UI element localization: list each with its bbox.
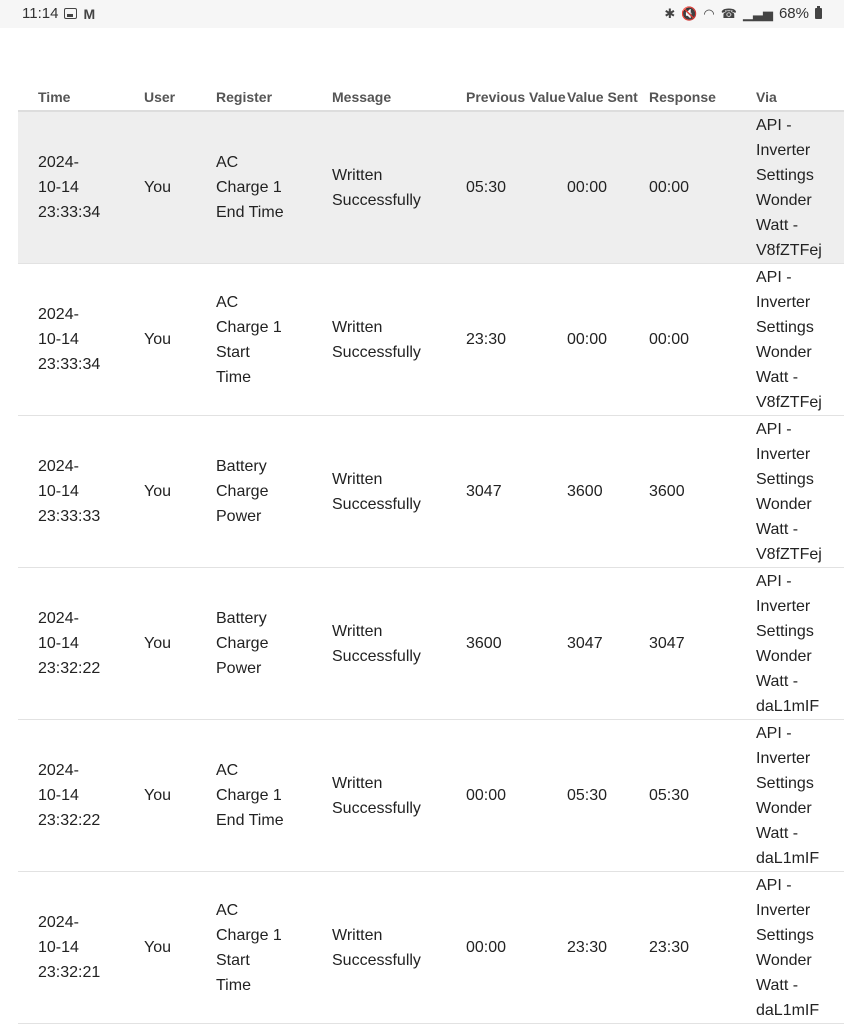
- table-row[interactable]: [18, 720, 844, 872]
- cell-via: API - Inverter Settings Wonder Watt - daL1mIF: [756, 568, 844, 720]
- cell-time: 2024- 10-14 23:32:22: [18, 568, 144, 720]
- wifi-call-icon: ☎: [720, 5, 737, 21]
- header-value-sent[interactable]: Value Sent: [567, 28, 649, 111]
- table-header-row: [18, 28, 844, 111]
- cell-response: 05:30: [649, 720, 756, 872]
- cell-previous-value: 23:30: [466, 264, 567, 416]
- table-row[interactable]: [18, 264, 844, 416]
- table-row[interactable]: [18, 568, 844, 720]
- cell-previous-value: 05:30: [466, 111, 567, 264]
- gmail-notification-icon: M: [83, 5, 96, 22]
- cell-value-sent: 23:30: [567, 872, 649, 1024]
- cell-register: Battery Charge Power: [216, 416, 332, 568]
- cell-response: 00:00: [649, 264, 756, 416]
- cell-user: You: [144, 264, 216, 416]
- cell-response: 23:30: [649, 872, 756, 1024]
- cell-message: Written Successfully: [332, 416, 466, 568]
- register-history-table: [18, 28, 844, 1024]
- cell-user: You: [144, 872, 216, 1024]
- cell-via: API - Inverter Settings Wonder Watt - V8fZTFej: [756, 264, 844, 416]
- cell-register: AC Charge 1 Start Time: [216, 872, 332, 1024]
- cell-value-sent: 00:00: [567, 264, 649, 416]
- cell-value-sent: 00:00: [567, 111, 649, 264]
- cell-message: Written Successfully: [332, 111, 466, 264]
- cell-user: You: [144, 416, 216, 568]
- cell-previous-value: 3047: [466, 416, 567, 568]
- table-row[interactable]: [18, 416, 844, 568]
- cell-user: You: [144, 720, 216, 872]
- cell-time: 2024- 10-14 23:33:33: [18, 416, 144, 568]
- cell-value-sent: 05:30: [567, 720, 649, 872]
- cell-via: API - Inverter Settings Wonder Watt - daL1mIF: [756, 872, 844, 1024]
- bluetooth-icon: ✱: [664, 5, 676, 21]
- header-time[interactable]: Time: [18, 28, 144, 111]
- header-user[interactable]: User: [144, 28, 216, 111]
- header-message[interactable]: Message: [332, 28, 466, 111]
- clock: 11:14: [22, 5, 59, 22]
- table-row[interactable]: [18, 111, 844, 264]
- header-via[interactable]: Via: [756, 28, 844, 111]
- cell-user: You: [144, 111, 216, 264]
- cell-register: Battery Charge Power: [216, 568, 332, 720]
- cell-time: 2024- 10-14 23:32:21: [18, 872, 144, 1024]
- cell-user: You: [144, 568, 216, 720]
- cell-value-sent: 3600: [567, 416, 649, 568]
- cell-via: API - Inverter Settings Wonder Watt - daL1mIF: [756, 720, 844, 872]
- cell-via: API - Inverter Settings Wonder Watt - V8fZTFej: [756, 111, 844, 264]
- cell-time: 2024- 10-14 23:33:34: [18, 111, 144, 264]
- cell-time: 2024- 10-14 23:33:34: [18, 264, 144, 416]
- cell-message: Written Successfully: [332, 720, 466, 872]
- cell-register: AC Charge 1 End Time: [216, 111, 332, 264]
- header-response[interactable]: Response: [649, 28, 756, 111]
- cell-register: AC Charge 1 End Time: [216, 720, 332, 872]
- battery-percent: 68%: [778, 5, 809, 22]
- gallery-notification-icon: [64, 8, 77, 19]
- wifi-icon: ◠: [703, 5, 715, 21]
- cell-message: Written Successfully: [332, 264, 466, 416]
- cell-message: Written Successfully: [332, 872, 466, 1024]
- cell-time: 2024- 10-14 23:32:22: [18, 720, 144, 872]
- header-previous-value[interactable]: Previous Value: [466, 28, 567, 111]
- battery-icon: [815, 8, 822, 19]
- cell-previous-value: 00:00: [466, 720, 567, 872]
- cell-response: 00:00: [649, 111, 756, 264]
- history-table-container[interactable]: [18, 28, 844, 1024]
- table-row[interactable]: [18, 872, 844, 1024]
- cell-previous-value: 00:00: [466, 872, 567, 1024]
- cell-response: 3600: [649, 416, 756, 568]
- cell-register: AC Charge 1 Start Time: [216, 264, 332, 416]
- header-register[interactable]: Register: [216, 28, 332, 111]
- cell-response: 3047: [649, 568, 756, 720]
- cell-message: Written Successfully: [332, 568, 466, 720]
- mute-icon: 🔇: [681, 5, 698, 21]
- cell-via: API - Inverter Settings Wonder Watt - V8fZTFej: [756, 416, 844, 568]
- cell-previous-value: 3600: [466, 568, 567, 720]
- status-bar: [0, 0, 844, 28]
- cell-value-sent: 3047: [567, 568, 649, 720]
- signal-icon: ▁▃▅: [742, 5, 773, 21]
